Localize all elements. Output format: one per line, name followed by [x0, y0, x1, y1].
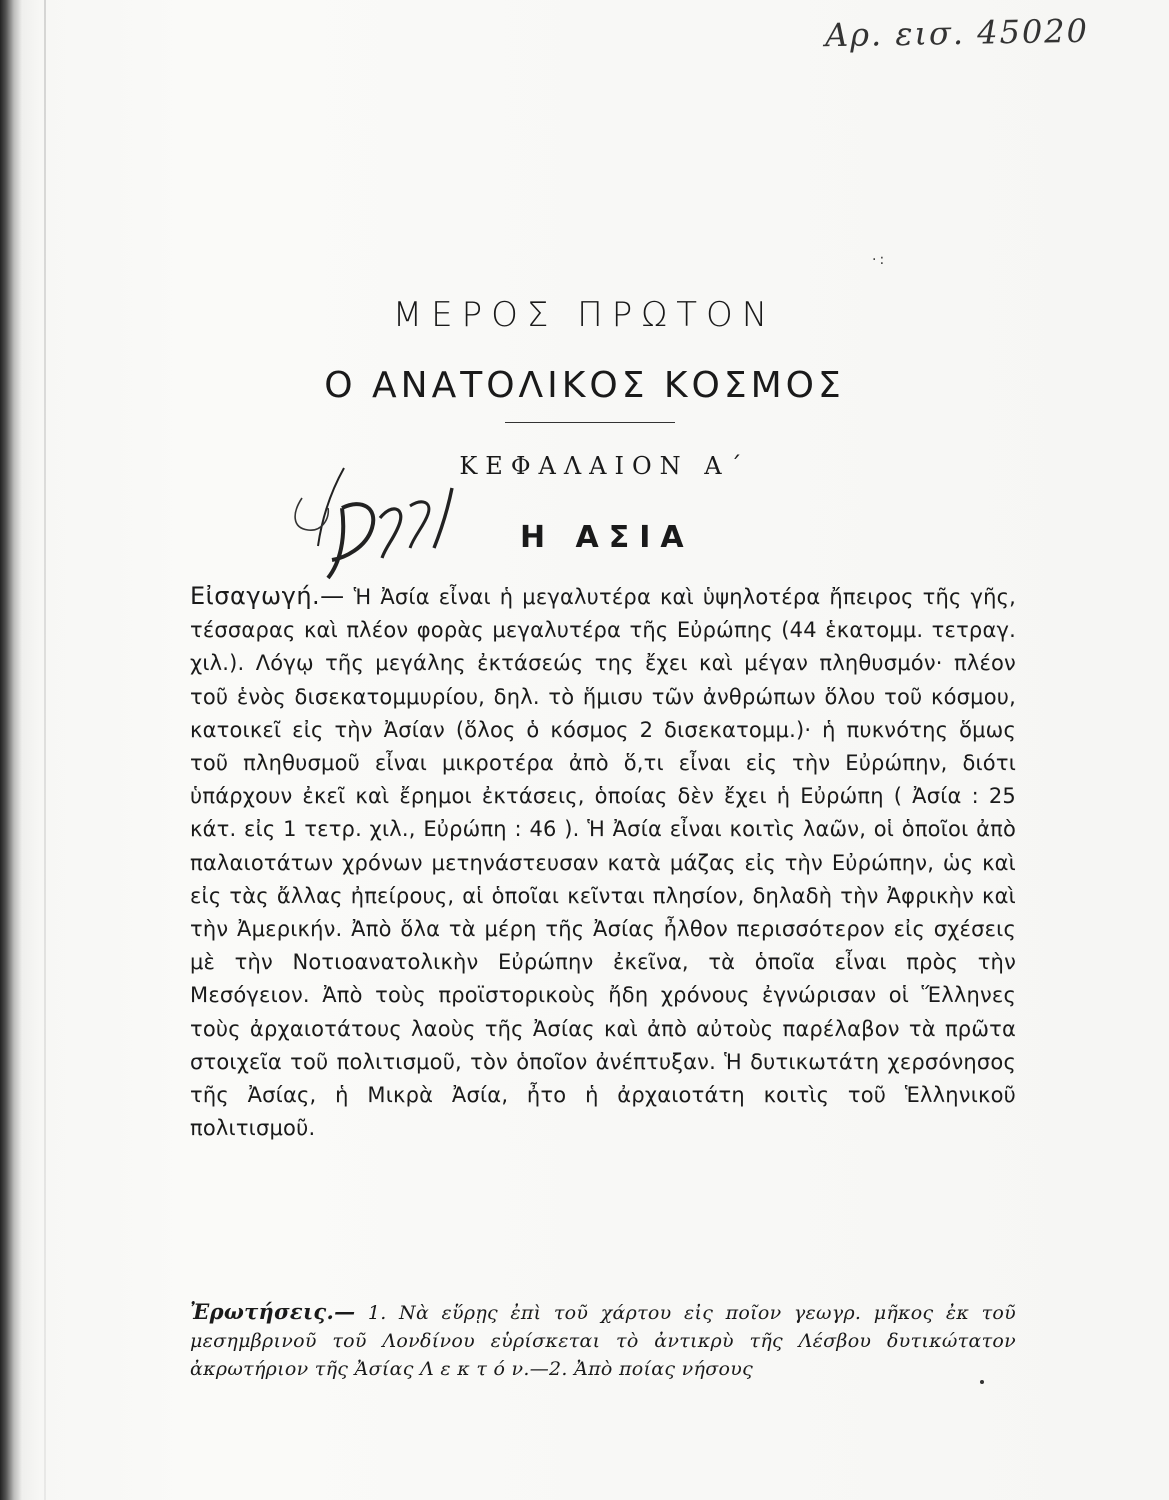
intro-label: Εἰσαγωγή.—: [190, 582, 345, 610]
title-divider: [505, 422, 675, 423]
main-title: Ο ΑΝΑΤΟΛΙΚΟΣ ΚΟΣΜΟΣ: [324, 365, 845, 406]
ink-specks: ·:: [872, 252, 888, 268]
scan-left-edge: [0, 0, 22, 1500]
intro-paragraph: [190, 580, 1016, 1145]
part-title: ΜΕΡΟΣ ΠΡΩΤΟΝ: [392, 295, 777, 335]
questions-paragraph: [190, 1298, 1016, 1383]
archive-number: Αρ. εισ. 45020: [824, 11, 1090, 55]
questions-text: 1. Νὰ εὕρῃς ἐπὶ τοῦ χάρτου εἰς ποῖον γεωγρ. μῆκος ἐκ τοῦ μεσημβρινοῦ τοῦ Λονδίνου εὑρίσκεται τὸ ἀντικρὺ τῆς Λέσβου δυτικώτατον ἀκρωτήριον τῆς Ἀσίας Λ ε κ τ ό ν.—2. Ἀπὸ ποίας νήσους: [190, 1302, 1016, 1380]
ink-speck: [980, 1380, 984, 1384]
questions-label: Ἐρωτήσεις.—: [190, 1299, 356, 1324]
handwritten-signature: [282, 448, 502, 588]
intro-text: Ἡ Ἀσία εἶναι ἡ μεγαλυτέρα καὶ ὑψηλοτέρα ἤπειρος τῆς γῆς, τέσσαρας καὶ πλέον φορὰς μεγαλυτέρα τῆς Εὐρώπης (44 ἑκατομμ. τετραγ. χιλ.). Λόγῳ τῆς μεγάλης ἐκτάσεώς της ἔχει καὶ μέγαν πληθυσμόν· πλέον τοῦ ἑνὸς δισεκατομμυρίου, δηλ. τὸ ἥμισυ τῶν ἀνθρώπων ὅλου τοῦ κόσμου, κατοικεῖ εἰς τὴν Ἀσίαν (ὅλος ὁ κόσμος 2 δισεκατομμ.)· ἡ πυκνότης ὅμως τοῦ πληθυσμοῦ εἶναι μικροτέρα ἀπὸ ὅ,τι εἶναι εἰς τὴν Εὐρώπην, διότι ὑπάρχουν ἐκεῖ καὶ ἔρημοι ἐκτάσεις, ὁποίας δὲν ἔχει ἡ Εὐρώπη ( Ἀσία : 25 κάτ. εἰς 1 τετρ. χιλ., Εὐρώπη : 46 ). Ἡ Ἀσία εἶναι κοιτὶς λαῶν, οἱ ὁποῖοι ἀπὸ παλαιοτάτων χρόνων μετηνάστευσαν κατὰ μάζας εἰς τὴν Εὐρώπην, ὡς καὶ εἰς τὰς ἄλλας ἠπείρους, αἱ ὁποῖαι κεῖνται πλησίον, δηλαδὴ τὴν Ἀφρικὴν καὶ τὴν Ἀμερικήν. Ἀπὸ ὅλα τὰ μέρη τῆς Ἀσίας ἦλθον περισσότερον εἰς σχέσεις μὲ τὴν Νοτιοανατολικὴν Εὐρώπην ἐκεῖνα, τὰ ὁποῖα εἶναι πρὸς τὴν Μεσόγειον. Ἀπὸ τοὺς προϊστορικοὺς ἤδη χρόνους ἐγνώρισαν οἱ Ἕλληνες τοὺς ἀρχαιοτάτους λαοὺς τῆς Ἀσίας καὶ ἀπὸ αὐτοὺς παρέλαβον τὰ πρῶτα στοιχεῖα τοῦ πολιτισμοῦ, τὸν ὁποῖον ἀνέπτυξαν. Ἡ δυτικωτάτη χερσόνησος τῆς Ἀσίας, ἡ Μικρὰ Ἀσία, ἦτο ἡ ἀρχαιοτάτη κοιτὶς τοῦ Ἑλληνικοῦ πολιτισμοῦ.: [190, 585, 1016, 1141]
chapter-title: Η ΑΣΙΑ: [520, 520, 694, 555]
chapter-heading: ΚΕΦΑΛΑΙΟΝ Α΄: [459, 452, 750, 480]
page-fold-line: [44, 0, 46, 1500]
